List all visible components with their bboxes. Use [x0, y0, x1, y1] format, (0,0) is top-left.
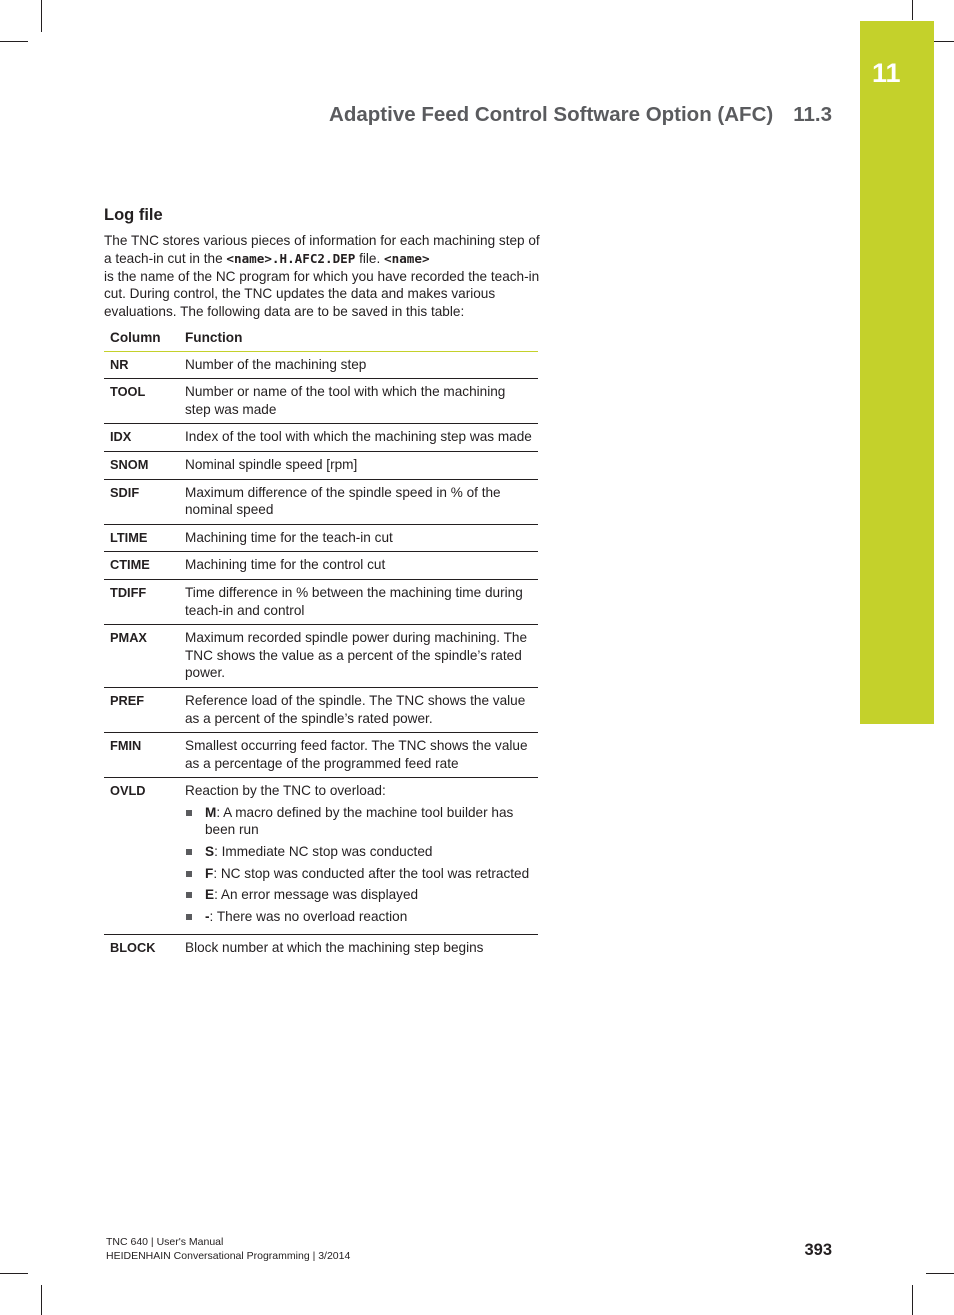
list-item [185, 804, 532, 839]
footer-info [106, 1235, 350, 1263]
column-name: TDIFF [104, 579, 179, 624]
column-name: BLOCK [110, 940, 156, 956]
column-name: IDX [104, 424, 179, 452]
reaction-key: - [205, 908, 210, 924]
reaction-text: : An error message was displayed [214, 887, 419, 903]
table-row [104, 451, 538, 479]
running-header [329, 103, 832, 127]
crop-mark [912, 1285, 913, 1315]
list-item [185, 843, 532, 861]
crop-mark [41, 0, 42, 32]
intro-paragraph [104, 232, 544, 321]
log-file-table [104, 326, 538, 962]
bullet-square-icon [186, 849, 192, 855]
column-header: Column [104, 326, 179, 351]
bullet-square-icon [186, 892, 192, 898]
function-header: Function [179, 326, 538, 351]
column-function: Index of the tool with which the machining step was made [179, 424, 538, 452]
table-row [104, 379, 538, 424]
column-name: LTIME [104, 524, 179, 552]
reaction-text: : A macro defined by the machine tool builder has been run [205, 804, 514, 838]
reaction-text: : NC stop was conducted after the tool was retracted [213, 865, 530, 881]
section-title: Log file [104, 206, 163, 224]
column-function: Time difference in % between the machining time during teach-in and control [179, 579, 538, 624]
page-number: 393 [804, 1241, 832, 1259]
column-function [179, 778, 538, 935]
footer-manual-title: TNC 640 | User's Manual [106, 1236, 224, 1248]
column-function: Nominal spindle speed [rpm] [179, 451, 538, 479]
column-name: SDIF [104, 479, 179, 524]
footer-edition: HEIDENHAIN Conversational Programming | 3/2014 [106, 1250, 351, 1262]
column-function: Block number at which the machining step begins [185, 940, 484, 956]
crop-mark [0, 1273, 28, 1274]
table-row [104, 524, 538, 552]
column-name: FMIN [104, 733, 179, 778]
table-row [104, 687, 538, 732]
intro-text: file. [355, 250, 385, 266]
reaction-text: : There was no overload reaction [209, 908, 408, 924]
chapter-number: 11 [872, 58, 901, 88]
list-item [185, 865, 532, 883]
column-function: Number of the machining step [179, 351, 538, 379]
reaction-key: M [205, 804, 217, 820]
intro-text: The TNC stores various pieces of information for each machining step of a teach-in cut in the [104, 233, 540, 266]
column-name: PMAX [104, 625, 179, 688]
table-row [104, 625, 538, 688]
crop-mark [926, 1273, 954, 1274]
table-row [104, 351, 538, 379]
column-function: Smallest occurring feed factor. The TNC shows the value as a percentage of the programmed feed rate [179, 733, 538, 778]
chapter-tab [860, 21, 934, 724]
column-name: TOOL [104, 379, 179, 424]
table-row [104, 424, 538, 452]
ovld-description: Reaction by the TNC to overload: [185, 783, 386, 799]
name-code: <name> [384, 250, 430, 266]
bullet-square-icon [186, 914, 192, 920]
bullet-square-icon [186, 871, 192, 877]
crop-mark [41, 1285, 42, 1315]
list-item [185, 908, 532, 926]
bullet-square-icon [186, 810, 192, 816]
column-function: Maximum difference of the spindle speed in % of the nominal speed [179, 479, 538, 524]
intro-text: is the name of the NC program for which you have recorded the teach-in cut. During control, the TNC updates the data and makes various evaluations. The following data are to be saved in this table: [104, 268, 540, 320]
column-name: SNOM [104, 451, 179, 479]
table-row [104, 479, 538, 524]
reaction-key: F [205, 865, 214, 881]
column-function: Reference load of the spindle. The TNC shows the value as a percent of the spindle’s rated power. [179, 687, 538, 732]
column-name: PREF [104, 687, 179, 732]
column-function: Machining time for the control cut [179, 552, 538, 580]
table-header-row [104, 326, 538, 351]
section-number: 11.3 [793, 103, 832, 126]
reaction-key: S [205, 844, 215, 860]
table-row [104, 579, 538, 624]
filename-code: <name>.H.AFC2.DEP [226, 250, 356, 266]
crop-mark [0, 41, 28, 42]
column-name: NR [104, 351, 179, 379]
table-row [104, 778, 538, 935]
table-row [104, 552, 538, 580]
table-row [104, 733, 538, 778]
column-function: Maximum recorded spindle power during machining. The TNC shows the value as a percent of the spindle’s rated power. [179, 625, 538, 688]
list-item [185, 886, 532, 904]
crop-mark [912, 0, 913, 20]
table-row [104, 935, 538, 962]
reaction-text: : Immediate NC stop was conducted [214, 844, 433, 860]
reaction-key: E [205, 887, 215, 903]
column-name: OVLD [104, 778, 179, 935]
overload-reaction-list [185, 804, 532, 926]
running-title: Adaptive Feed Control Software Option (AFC) [329, 103, 774, 126]
crop-mark [934, 41, 954, 42]
column-name: CTIME [104, 552, 179, 580]
column-function: Machining time for the teach-in cut [179, 524, 538, 552]
column-function: Number or name of the tool with which the machining step was made [179, 379, 538, 424]
